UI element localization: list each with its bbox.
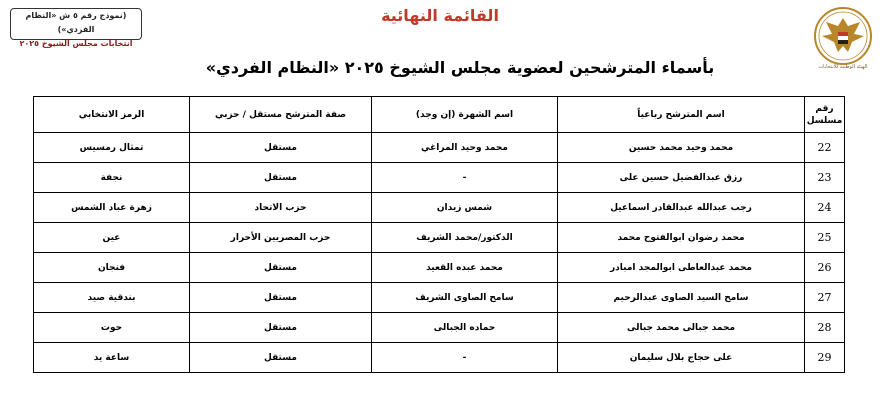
cell-status: مستقل [190,343,372,373]
cell-status: مستقل [190,283,372,313]
cell-symbol: زهرة عباد الشمس [34,193,190,223]
cell-name: على حجاج بلال سليمان [558,343,805,373]
cell-name: محمد وحيد محمد حسين [558,133,805,163]
document-title: بأسماء المترشحين لعضوية مجلس الشيوخ ٢٠٢٥ «النظام الفردي» [205,58,715,77]
table-header-row [34,97,845,133]
election-name-label: انتخابات مجلس الشيوخ ٢٠٢٥ [19,39,133,48]
cell-symbol: نجفة [34,163,190,193]
header-status: صفة المترشح مستقل / حزبي [190,97,372,133]
cell-nickname: محمد عبده القعيد [372,253,558,283]
cell-name: رجب عبدالله عبدالقادر اسماعيل [558,193,805,223]
cell-symbol: فنجان [34,253,190,283]
cell-nickname: سامح الصاوى الشريف [372,283,558,313]
cell-nickname: - [372,163,558,193]
form-number-label: (نموذج رقم ٥ ش «النظام الفردي») [25,11,127,34]
candidates-table [33,96,845,373]
cell-nickname: حماده الجبالى [372,313,558,343]
cell-symbol: ساعة يد [34,343,190,373]
cell-serial: 28 [805,313,845,343]
cell-name: محمد رضوان ابوالفتوح محمد [558,223,805,253]
table-row [34,163,845,193]
header-nickname: اسم الشهرة (إن وجد) [372,97,558,133]
cell-status: مستقل [190,163,372,193]
cell-symbol: بندقية صيد [34,283,190,313]
cell-symbol: عين [34,223,190,253]
cell-serial: 24 [805,193,845,223]
cell-status: حزب المصريين الأحرار [190,223,372,253]
cell-nickname: شمس زيدان [372,193,558,223]
cell-status: مستقل [190,313,372,343]
cell-name: رزق عبدالفضيل حسين على [558,163,805,193]
cell-name: محمد عبدالعاطى ابوالمجد امبادر [558,253,805,283]
header-serial: رقم مسلسل [805,97,845,133]
table-row [34,223,845,253]
cell-serial: 29 [805,343,845,373]
cell-status: مستقل [190,133,372,163]
cell-name: سامح السيد الصاوى عبدالرحيم [558,283,805,313]
table-row [34,133,845,163]
final-list-title: القائمة النهائية [381,6,499,25]
eagle-emblem-icon [808,6,878,68]
cell-serial: 22 [805,133,845,163]
emblem-subtitle: الهيئة الوطنية للانتخابات [818,64,868,70]
cell-serial: 27 [805,283,845,313]
cell-serial: 23 [805,163,845,193]
cell-symbol: تمثال رمسيس [34,133,190,163]
cell-symbol: حوت [34,313,190,343]
table-row [34,193,845,223]
cell-serial: 25 [805,223,845,253]
table-row [34,313,845,343]
cell-nickname: محمد وحيد المراغي [372,133,558,163]
cell-nickname: - [372,343,558,373]
header-name: اسم المترشح رباعياً [558,97,805,133]
cell-status: حزب الاتحاد [190,193,372,223]
cell-serial: 26 [805,253,845,283]
cell-status: مستقل [190,253,372,283]
cell-name: محمد جبالى محمد جبالى [558,313,805,343]
table-row [34,283,845,313]
form-number-box [10,8,142,48]
table-row [34,253,845,283]
header-symbol: الرمز الانتخابي [34,97,190,133]
table-row [34,343,845,373]
cell-nickname: الدكتور/محمد الشريف [372,223,558,253]
